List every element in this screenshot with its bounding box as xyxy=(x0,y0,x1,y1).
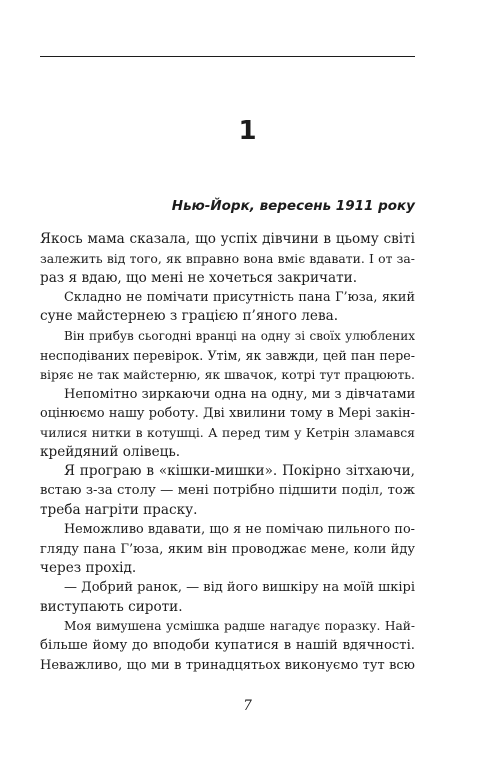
text-line: Я програю в «кішки-мишки». Покірно зітхаючи, xyxy=(64,463,415,480)
text-line: залежить від того, як вправно вона вміє вдавати. І от за- xyxy=(40,251,415,267)
text-line: Якось мама сказала, що успіх дівчини в цьому світі xyxy=(40,231,415,247)
text-line: Він прибув сьогодні вранці на одну зі своїх улюблених xyxy=(64,328,415,343)
text-line: Неважливо, що ми в тринадцятьох виконуємо тут всю xyxy=(40,657,415,673)
text-line: — Добрий ранок, — від його вишкіру на моїй шкірі xyxy=(64,580,415,596)
text-line: чилися нитки в котушці. А перед тим у Кетрін зламався xyxy=(40,425,415,441)
text-line: через прохід. xyxy=(40,559,137,576)
text-line: треба нагріти праску. xyxy=(40,501,198,518)
text-line: віряє не так майстерню, як швачок, котрі тут працюють. xyxy=(40,367,415,383)
text-line: оцінюємо нашу роботу. Дві хвилини тому в Мері закін- xyxy=(40,406,415,422)
text-line: несподіваних перевірок. Утім, як завжди, цей пан пере- xyxy=(40,348,415,364)
text-line: раз я вдаю, що мені не хочеться закричати. xyxy=(40,269,358,286)
top-rule xyxy=(40,56,415,57)
text-line: виступають сироти. xyxy=(40,598,183,615)
page-number: 7 xyxy=(243,698,252,714)
text-line: встаю з-за столу — мені потрібно підшити поділ, тож xyxy=(40,483,415,499)
body-text xyxy=(40,230,415,675)
text-line: Моя вимушена усмішка радше нагадує поразку. Най- xyxy=(64,618,415,633)
chapter-number: 1 xyxy=(238,116,257,146)
text-line: суне майстернею з грацією п’яного лева. xyxy=(40,308,339,325)
place-date-heading: Нью-Йорк, вересень 1911 року xyxy=(171,198,415,214)
text-line: більше йому до вподоби купатися в нашій вдячності. xyxy=(40,638,415,654)
text-line: Складно не помічати присутність пана Г’юза, який xyxy=(64,290,415,306)
text-line: Непомітно зиркаючи одна на одну, ми з дівчатами xyxy=(64,386,416,402)
text-line: гляду пана Г’юза, яким він проводжає мене, коли йду xyxy=(40,541,415,557)
text-line: крейдяний олівець. xyxy=(40,443,181,460)
text-line: Неможливо вдавати, що я не помічаю пильного по- xyxy=(64,522,415,538)
